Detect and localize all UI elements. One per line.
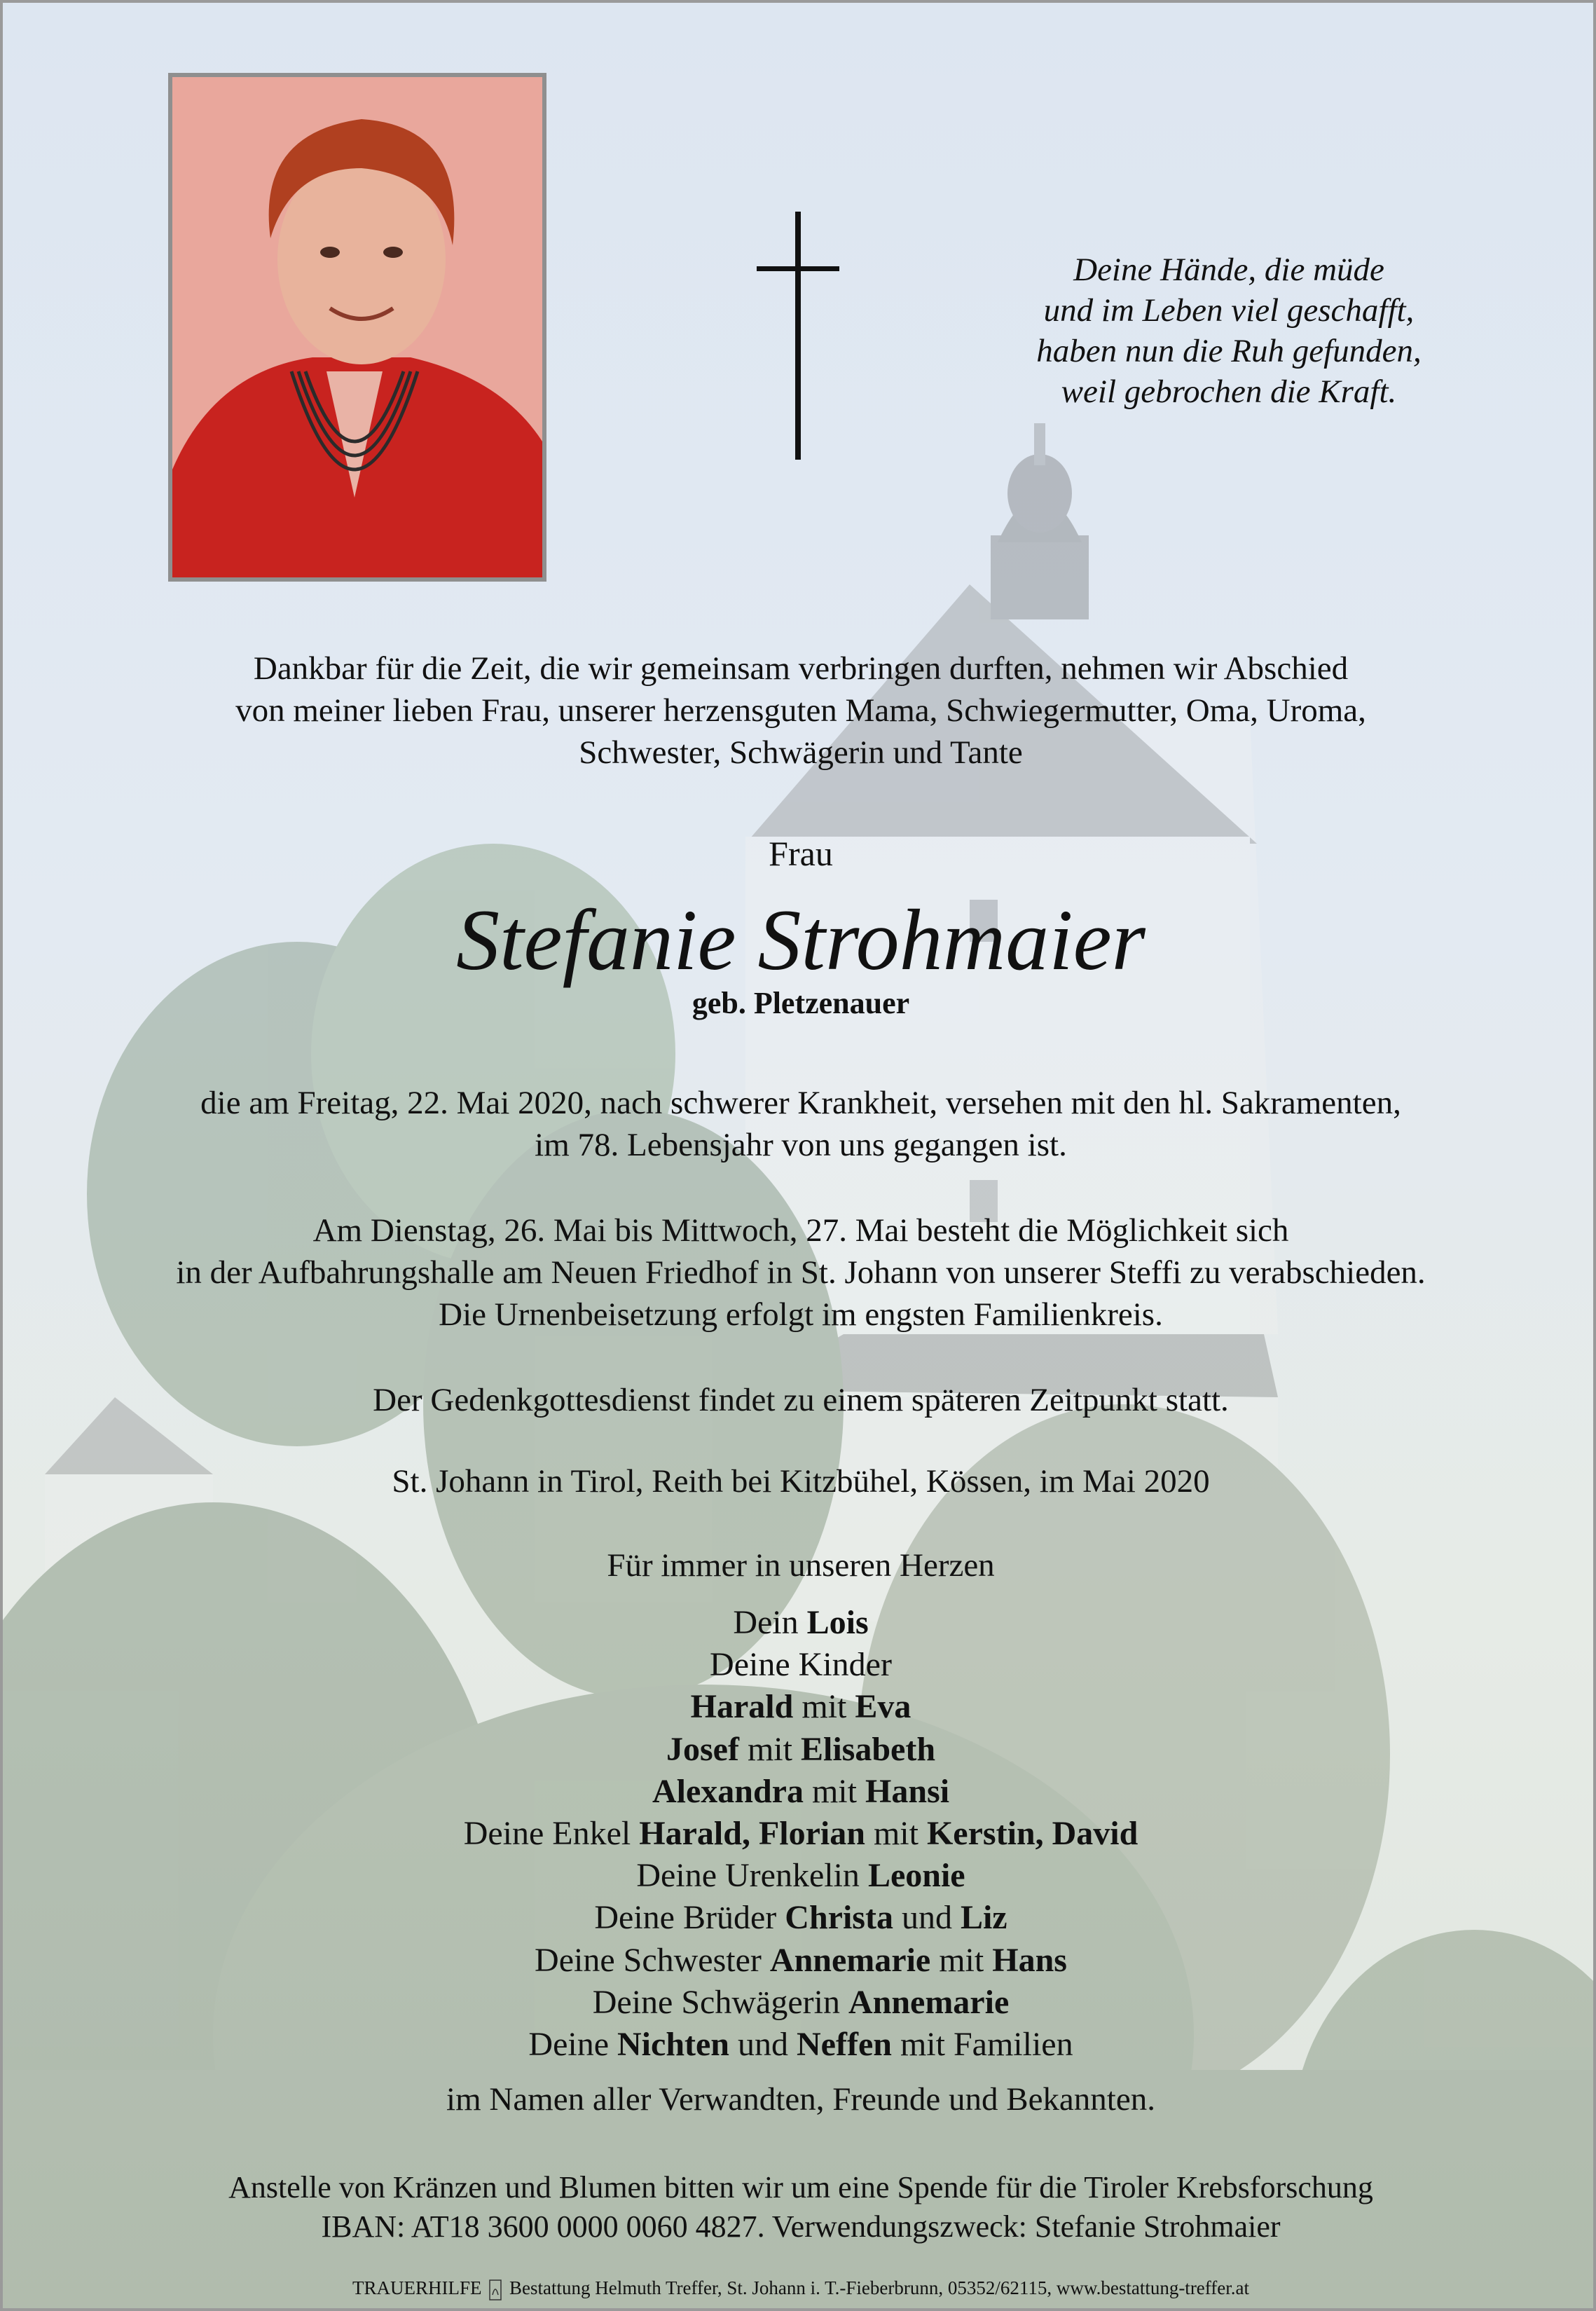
footer-brand: TRAUERHILFE: [352, 2277, 482, 2298]
death-notice-line: die am Freitag, 22. Mai 2020, nach schwerer Krankheit, versehen mit den hl. Sakramenten,: [200, 1085, 1401, 1121]
mourner-line: Deine Kinder: [710, 1646, 892, 1684]
behalf-line: im Namen aller Verwandten, Freunde und Bekannten.: [446, 2081, 1155, 2118]
footer-text: Bestattung Helmuth Treffer, St. Johann i. T.-Fieberbrunn, 05352/62115, www.bestattung-treffer.at: [509, 2277, 1250, 2298]
mourner-line: Alexandra mit Hansi: [652, 1772, 950, 1810]
portrait-photo: [168, 73, 546, 582]
viewing-line: Am Dienstag, 26. Mai bis Mittwoch, 27. Mai besteht die Möglichkeit sich: [312, 1212, 1289, 1249]
cross-icon: [757, 212, 839, 460]
intro-line: von meiner lieben Frau, unserer herzensguten Mama, Schwiegermutter, Oma, Uroma,: [235, 692, 1366, 729]
mourner-line: Deine Nichten und Neffen mit Familien: [528, 2026, 1073, 2064]
intro-line: Schwester, Schwägerin und Tante: [579, 734, 1023, 771]
intro-line: Dankbar für die Zeit, die wir gemeinsam verbringen durften, nehmen wir Abschied: [253, 650, 1349, 687]
closing-phrase: Für immer in unseren Herzen: [607, 1547, 995, 1584]
deceased-name: Stefanie Strohmaier: [456, 892, 1146, 988]
viewing-line: in der Aufbahrungshalle am Neuen Friedhof in St. Johann von unserer Steffi zu verabschieden.: [176, 1254, 1426, 1291]
mourner-line: Harald mit Eva: [690, 1688, 911, 1726]
mourner-line: Deine Urenkelin Leonie: [636, 1857, 965, 1895]
mourner-line: Josef mit Elisabeth: [666, 1730, 936, 1768]
donation-line: Anstelle von Kränzen und Blumen bitten wir um eine Spende für die Tiroler Krebsforschung: [228, 2170, 1373, 2204]
viewing-line: Die Urnenbeisetzung erfolgt im engsten Familienkreis.: [439, 1296, 1163, 1333]
memorial-mass: Der Gedenkgottesdienst findet zu einem späteren Zeitpunkt statt.: [373, 1382, 1229, 1418]
verse-line: weil gebrochen die Kraft.: [1061, 373, 1397, 410]
mourner-line: Deine Schwägerin Annemarie: [592, 1983, 1010, 2021]
salutation: Frau: [769, 834, 833, 873]
place-date: St. Johann in Tirol, Reith bei Kitzbühel, Kössen, im Mai 2020: [392, 1463, 1210, 1500]
donation-request: [3, 2168, 1596, 2247]
footer-imprint: [3, 2276, 1596, 2300]
mourner-line: Deine Enkel Harald, Florian mit Kerstin, David: [463, 1815, 1138, 1853]
donation-line: IBAN: AT18 3600 0000 0060 4827. Verwendungszweck: Stefanie Strohmaier: [321, 2209, 1281, 2244]
death-notice-line: im 78. Lebensjahr von uns gegangen ist.: [535, 1127, 1067, 1163]
memorial-verse: [970, 249, 1488, 412]
mourner-line: Deine Brüder Christa und Liz: [594, 1899, 1007, 1937]
verse-line: und im Leben viel geschafft,: [1043, 292, 1415, 329]
mourner-line: Deine Schwester Annemarie mit Hans: [535, 1941, 1067, 1979]
maiden-name: geb. Pletzenauer: [692, 986, 910, 1020]
death-notice: [3, 1082, 1596, 1166]
mourner-line: Dein Lois: [733, 1604, 869, 1641]
intro-text: [3, 647, 1596, 774]
verse-line: Deine Hände, die müde: [1073, 252, 1384, 288]
verse-line: haben nun die Ruh gefunden,: [1036, 333, 1422, 369]
portrait-illustration: [172, 77, 542, 577]
viewing-info: [3, 1209, 1596, 1336]
trauerhilfe-logo-icon: [489, 2279, 502, 2300]
mourners-list: [3, 1602, 1596, 2066]
